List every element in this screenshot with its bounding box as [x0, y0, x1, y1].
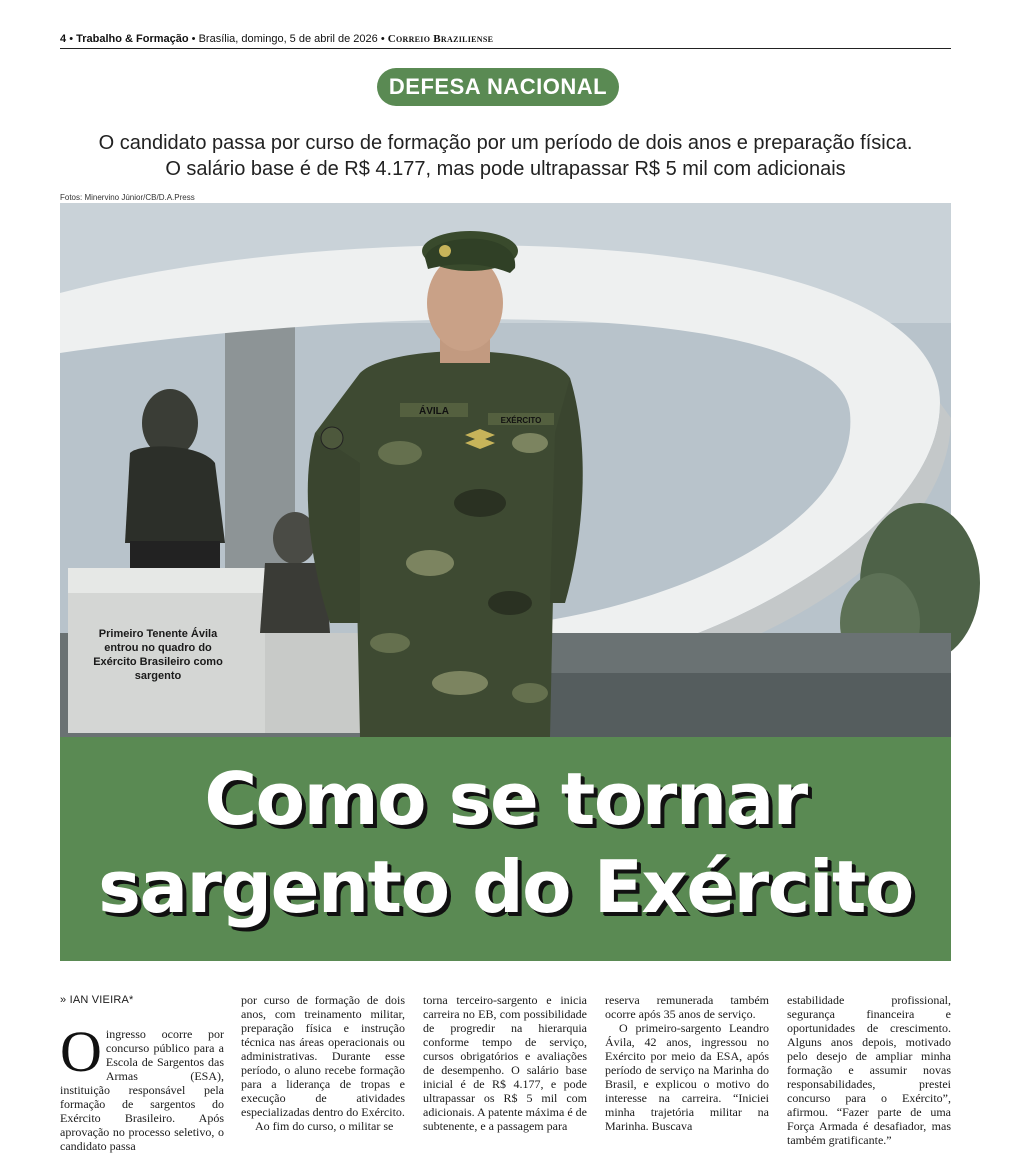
article-column-1 [60, 993, 224, 1153]
column-2-paragraph-1: por curso de formação de dois anos, com treinamento militar, preparação física e instrução técnica nas áreas operacionais ou administrativas. Durante esse período, o aluno recebe formação para a liderança de tropas e execução de atividades especializadas dentro do Exército. [241, 993, 405, 1119]
article-body [60, 993, 951, 1153]
article-column-3 [423, 993, 587, 1133]
name-tag-text: ÁVILA [419, 406, 449, 417]
article-column-2 [241, 993, 405, 1133]
page-header: 4 • Trabalho & Formação • Brasília, domingo, 5 de abril de 2026 • Correio Braziliense [60, 30, 951, 49]
column-1-text: ingresso ocorre por concurso público para a Escola de Sargentos das Armas (ESA), instituição responsável pela formação de sargentos do Exército Brasileiro. Após aprovação no processo seletivo, o candidato passa [60, 1027, 224, 1153]
headline [60, 755, 951, 931]
article-deck [60, 130, 951, 182]
newspaper-name: Correio Braziliense [387, 33, 494, 45]
unit-tag-text: EXÉRCITO [500, 416, 542, 425]
column-2-paragraph-2: Ao fim do curso, o militar se [255, 1119, 394, 1133]
deck-line-2: O salário base é de R$ 4.177, mas pode ultrapassar R$ 5 mil com adicionais [165, 158, 846, 180]
headline-line-1: Como se tornar [204, 757, 807, 841]
drop-cap: O [60, 1019, 102, 1084]
column-4-paragraph-1: reserva remunerada também ocorre após 35 anos de serviço. [605, 993, 769, 1021]
article-column-4 [605, 993, 769, 1133]
headline-banner [60, 737, 951, 961]
deck-line-1: O candidato passa por curso de formação por um período de dois anos e preparação física. [98, 132, 913, 154]
section-name: Trabalho & Formação [76, 33, 189, 45]
column-3-text: torna terceiro-sargento e inicia carreira no EB, com possibilidade de progredir na hierarquia conforme tempo de serviço, cursos obrigatórios e avaliações de desempenho. O salário base inicial é de R$ 4.177, e pode ultrapassar os R$ 5 mil com adicionais. A patente máxima é de subtenente, e a passagem para [423, 993, 587, 1133]
column-5-text: estabilidade profissional, segurança financeira e oportunidades de crescimento. Alguns anos depois, motivado pelo desejo de ampliar minha formação e assumir novas responsabilidades, prestei concurso para o Exército”, afirmou. “Fazer parte de uma Força Armada é desafiador, mas também gratificante.” [787, 993, 951, 1147]
column-4-paragraph-2: O primeiro-sargento Leandro Ávila, 42 anos, ingressou no Exército por meio da ESA, após período de serviço na Marinha do Brasil, e explicou o motivo do interesse na carreira. “Iniciei minha trajetória militar na Marinha. Buscava [605, 1021, 769, 1133]
headline-line-2: sargento do Exército [98, 845, 913, 929]
page-number: 4 [60, 33, 67, 45]
article-column-5 [787, 993, 951, 1147]
place-date: Brasília, domingo, 5 de abril de 2026 [198, 33, 378, 45]
photo-caption: Primeiro Tenente Ávila entrou no quadro do Exército Brasileiro como sargento [93, 628, 223, 682]
photo-credit: Fotos: Minervino Júnior/CB/D.A.Press [60, 193, 195, 202]
byline: » IAN VIEIRA* [60, 994, 134, 1006]
section-kicker: DEFESA NACIONAL [377, 68, 619, 106]
